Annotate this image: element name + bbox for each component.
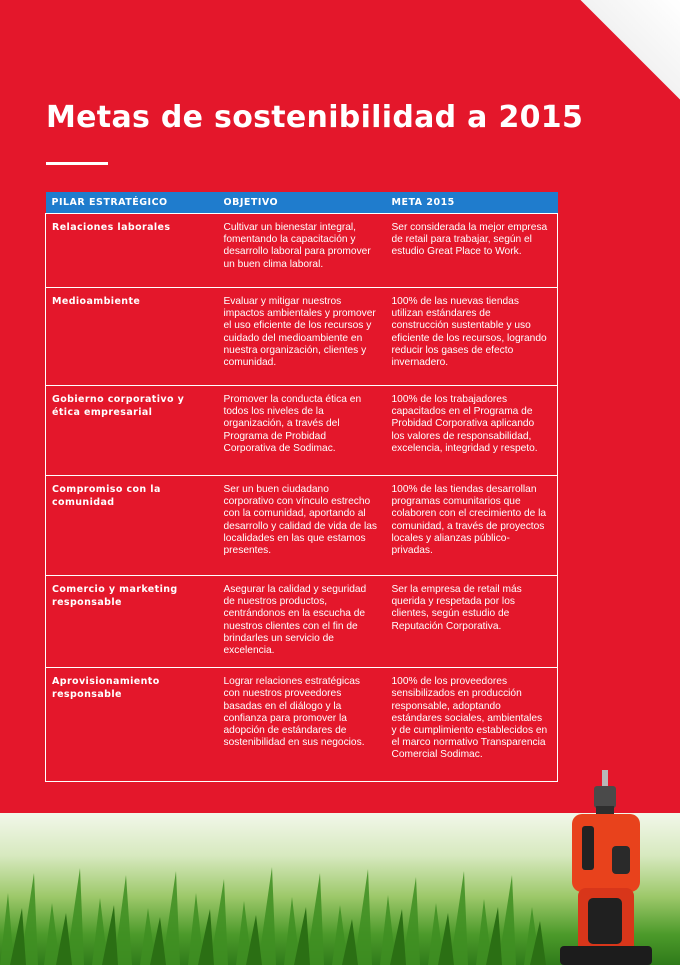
table-row xyxy=(46,288,558,386)
goal-cell: 100% de las nuevas tiendas utilizan estándares de construcción sustentable y uso eficiente de los recursos, logrando reducir los gases de efecto invernadero. xyxy=(386,288,558,386)
objective-cell: Ser un buen ciudadano corporativo con vínculo estrecho con la comunidad, aportando al desarrollo y calidad de vida de las localidades en las que estamos presentes. xyxy=(216,476,386,576)
goal-cell: Ser considerada la mejor empresa de retail para trabajar, según el estudio Great Place to Work. xyxy=(386,214,558,288)
power-drill-icon xyxy=(552,770,662,965)
goal-cell: 100% de las tiendas desarrollan programas comunitarios que colaboren con el crecimiento de la comunidad, a través de proyectos locales y alianzas público-privadas. xyxy=(386,476,558,576)
table-row xyxy=(46,386,558,476)
objective-cell: Promover la conducta ética en todos los niveles de la organización, a través del Programa de Probidad Corporativa de Sodimac. xyxy=(216,386,386,476)
header-pilar: PILAR ESTRATÉGICO xyxy=(46,192,216,214)
pillar-cell: Aprovisionamiento responsable xyxy=(46,668,216,782)
objective-cell: Cultivar un bienestar integral, fomentando la capacitación y desarrollo laboral para promover un buen clima laboral. xyxy=(216,214,386,288)
header-meta: META 2015 xyxy=(386,192,558,214)
table-row xyxy=(46,576,558,668)
table-row xyxy=(46,476,558,576)
sustainability-goals-table xyxy=(45,192,558,782)
pillar-cell: Comercio y marketing responsable xyxy=(46,576,216,668)
pillar-cell: Relaciones laborales xyxy=(46,214,216,288)
objective-cell: Lograr relaciones estratégicas con nuestros proveedores basadas en el diálogo y la confianza para promover la adopción de estándares de sostenibilidad en sus negocios. xyxy=(216,668,386,782)
page-title: Metas de sostenibilidad a 2015 xyxy=(46,100,584,135)
table-row xyxy=(46,668,558,782)
page-corner-fold xyxy=(580,0,680,100)
title-underline xyxy=(46,162,108,165)
goal-cell: Ser la empresa de retail más querida y respetada por los clientes, según estudio de Reputación Corporativa. xyxy=(386,576,558,668)
table-header-row xyxy=(46,192,558,214)
header-objetivo: OBJETIVO xyxy=(216,192,386,214)
pillar-cell: Compromiso con la comunidad xyxy=(46,476,216,576)
goal-cell: 100% de los trabajadores capacitados en el Programa de Probidad Corporativa aplicando los valores de responsabilidad, excelencia, integridad y respeto. xyxy=(386,386,558,476)
objective-cell: Asegurar la calidad y seguridad de nuestros productos, centrándonos en la escucha de nuestros clientes con el fin de brindarles un servicio de excelencia. xyxy=(216,576,386,668)
pillar-cell: Gobierno corporativo y ética empresarial xyxy=(46,386,216,476)
pillar-cell: Medioambiente xyxy=(46,288,216,386)
objective-cell: Evaluar y mitigar nuestros impactos ambientales y promover el uso eficiente de los recursos y cuidado del medioambiente en nuestra organización, clientes y comunidad. xyxy=(216,288,386,386)
table-row xyxy=(46,214,558,288)
goal-cell: 100% de los proveedores sensibilizados en producción responsable, adoptando estándares sociales, ambientales y de cumplimiento establecidos en el marco normativo Transparencia Comercial Sodimac. xyxy=(386,668,558,782)
